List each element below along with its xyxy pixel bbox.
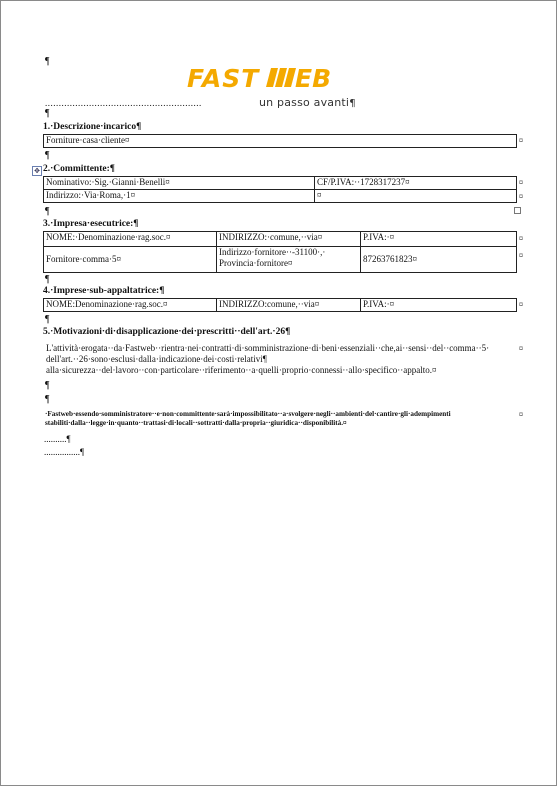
table-cell: INDIRIZZO:comune,··via¤ [217, 299, 361, 312]
svg-text:FAST: FAST [187, 65, 260, 91]
row-end-mark: ¤ [519, 136, 523, 145]
paragraph-mark: ¶ [45, 56, 50, 67]
table-cell: NOME:Denominazione·rag.soc.¤ [44, 299, 217, 312]
section-1-table [43, 134, 517, 148]
table-cell: 87263761823¤ [361, 247, 517, 273]
section-2-title: 2.·Committente:¶ [43, 164, 115, 174]
table-cell: CF/P.IVA:··1728317237¤ [315, 177, 517, 190]
footer-dotted-line-1: ..........¶ [44, 434, 71, 444]
table-cell: Indirizzo:·Via·Roma,·1¤ [44, 190, 315, 203]
section-5-paragraph-1: L'attività·erogata··da·Fastweb··rientra·nei·contratti·di·somministrazione·di·beni·essenziali··che,ai··sensi··del··comma··5· dell'art.··26·sono·esclusi·dalla·indicazione·dei·costi·relativi¶ alla·sicurezza··del·lavoro··con·particolare··riferimento··a·quelli·proprio·connessi··allo·specifico··appalto.¤ [46, 343, 490, 375]
row-end-mark: ¤ [519, 251, 523, 260]
row-end-mark: ¤ [519, 234, 523, 243]
paragraph-mark: ¶ [45, 394, 50, 405]
table-move-handle-icon[interactable]: ✥ [32, 166, 42, 176]
signature-dotted-line: ......................................................... [45, 98, 202, 108]
table-resize-handle[interactable] [514, 207, 521, 214]
row-end-mark: ¤ [519, 410, 523, 419]
table-cell: ¤ [315, 190, 517, 203]
section-3-table [43, 231, 517, 273]
paragraph-mark: ¶ [45, 108, 50, 119]
table-cell: P.IVA:·¤ [361, 299, 517, 312]
paragraph-mark: ¶ [45, 206, 50, 217]
footer-dotted-line-2: ................¶ [44, 447, 85, 457]
paragraph-mark: ¶ [45, 150, 50, 161]
svg-text:EB: EB [295, 65, 332, 91]
table-cell: INDIRIZZO:·comune,··via¤ [217, 232, 361, 247]
table-cell: Nominativo:·Sig.·Gianni·Benelli¤ [44, 177, 315, 190]
row-end-mark: ¤ [519, 178, 523, 187]
paragraph-mark: ¶ [45, 314, 50, 325]
paragraph-mark: ¶ [45, 274, 50, 285]
fastweb-logo [187, 65, 343, 91]
section-3-title: 3.·Impresa·esecutrice:¶ [43, 219, 139, 229]
row-end-mark: ¤ [519, 192, 523, 201]
row-end-mark: ¤ [519, 300, 523, 309]
section-2-table [43, 176, 517, 203]
paragraph-mark: ¶ [45, 380, 50, 391]
section-1-title: 1.·Descrizione·incarico¶ [43, 122, 142, 132]
table-cell: Indirizzo·fornitore··-31100·,· Provincia·fornitore¤ [217, 247, 361, 273]
table-cell: NOME:·Denominazione·rag.soc.¤ [44, 232, 217, 247]
section-5-paragraph-2: ·Fastweb·essendo·somministratore··e·non·committente·sarà·impossibilitato··a·svolgere·negli··ambienti·del·cantire·gli·adempimenti stabiliti·dalla··legge·in·quanto··trattasi·di·locali··sottratti·dalla·propria··giuridica··disponibilità.¤ [45, 410, 451, 427]
table-cell: Fornitore·comma·5¤ [44, 247, 217, 273]
table-cell: P.IVA:·¤ [361, 232, 517, 247]
row-end-mark: ¤ [519, 344, 523, 353]
section-5-title: 5.·Motivazioni·di·disapplicazione·dei·prescritti··dell'art.·26¶ [43, 327, 291, 337]
section-4-title: 4.·Imprese·sub-appaltatrice:¶ [43, 286, 165, 296]
logo-tagline: un passo avanti¶ [259, 96, 356, 109]
section-4-table [43, 298, 517, 312]
table-cell: Forniture·casa·cliente¤ [44, 135, 517, 148]
